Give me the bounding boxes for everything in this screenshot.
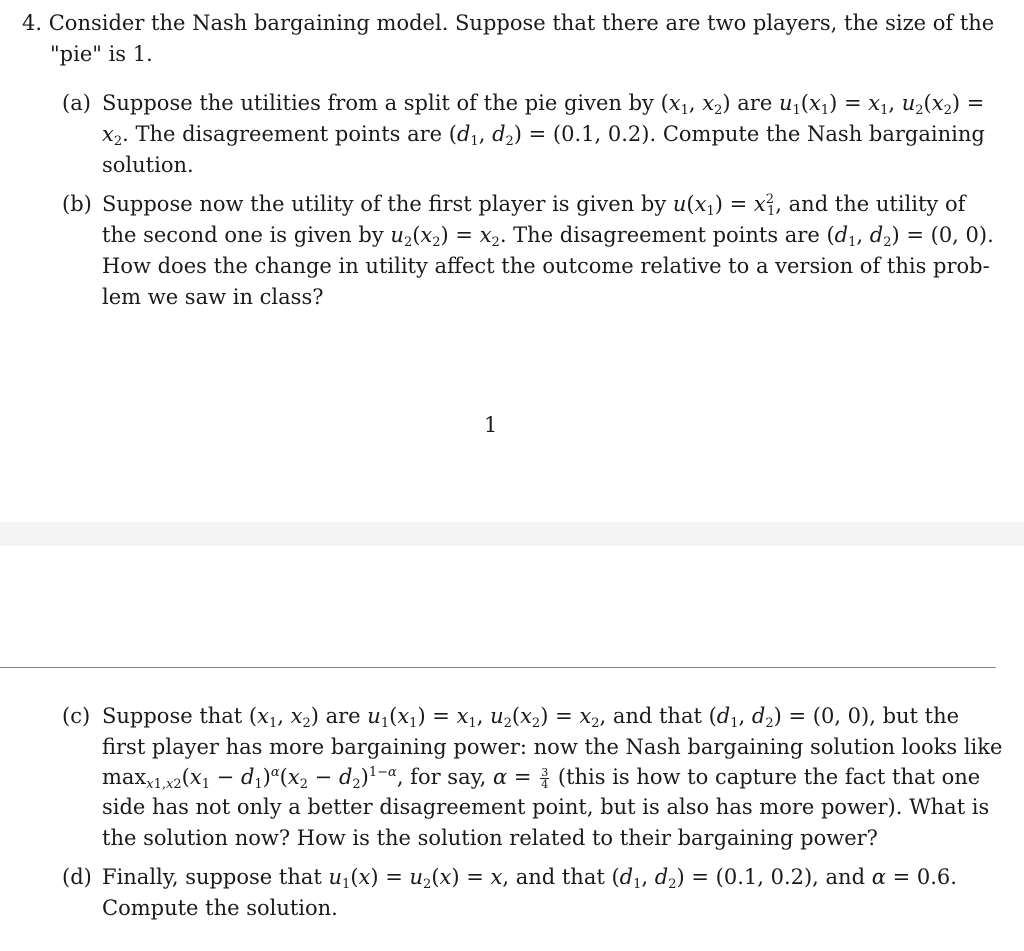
part-c-line3: $\max_{x1,x2}(x_1 - d_1)^\alpha(x_2 - d_2)^{1-\alpha}$, for say, α = $\frac{3}{4}$ (this is how to capture the fact that one — [102, 765, 981, 792]
part-c-line1: Suppose that ($x_1$, $x_2$) are $u_1(x_1) = x_1$, $u_2(x_2) = x_2$, and that ($d_1$, $d_2) = (0$, 0), but the — [102, 704, 960, 731]
part-a-line1: Suppose the utilities from a split of the pie given by ($x_1$, $x_2$) are $u_1(x_1) = x_1$, $u_2(x_2)$ = — [102, 91, 985, 118]
part-c-label: (c) — [62, 704, 91, 728]
part-c-line2: first player has more bargaining power: now the Nash bargaining solution looks like — [102, 735, 1003, 759]
part-b-line1: Suppose now the utility of the first player is given by $u(x_1) = x^2_1$, and the utility of — [102, 192, 966, 219]
page-number: 1 — [484, 413, 498, 437]
part-d-label: (d) — [62, 865, 92, 889]
part-a-label: (a) — [62, 91, 91, 115]
part-d-line2: Compute the solution. — [102, 896, 338, 920]
part-b-label: (b) — [62, 192, 92, 216]
part-b-line2: the second one is given by $u_2(x_2) = x_2$. The disagreement points are ($d_1$, $d_2) = (0$, 0). — [102, 223, 994, 250]
page-separator — [0, 522, 1024, 546]
part-c-line4: side has not only a better disagreement point, but is also has more power). What is — [102, 795, 990, 819]
part-a-line3: solution. — [102, 153, 194, 177]
part-a-line2: $x_2$. The disagreement points are ($d_1$, $d_2) = (0.1$, 0.2). Compute the Nash bargaining — [102, 122, 985, 149]
problem-intro-line1: 4. Consider the Nash bargaining model. Suppose that there are two players, the size of the — [22, 11, 995, 35]
part-b-line3: How does the change in utility affect the outcome relative to a version of this prob- — [102, 254, 990, 278]
problem-intro-line2: "pie" is 1. — [50, 42, 153, 66]
part-d-line1: Finally, suppose that $u_1(x) = u_2(x) = x$, and that ($d_1$, $d_2) = (0.1$, 0.2), and α = 0.6. — [102, 865, 957, 892]
horizontal-rule — [0, 667, 996, 668]
three-quarters-fraction: $\frac{3}{4}$ — [541, 766, 549, 791]
problem-number: 4. — [22, 11, 43, 35]
part-b-line4: lem we saw in class? — [102, 285, 324, 309]
part-c-line5: the solution now? How is the solution related to their bargaining power? — [102, 826, 878, 850]
